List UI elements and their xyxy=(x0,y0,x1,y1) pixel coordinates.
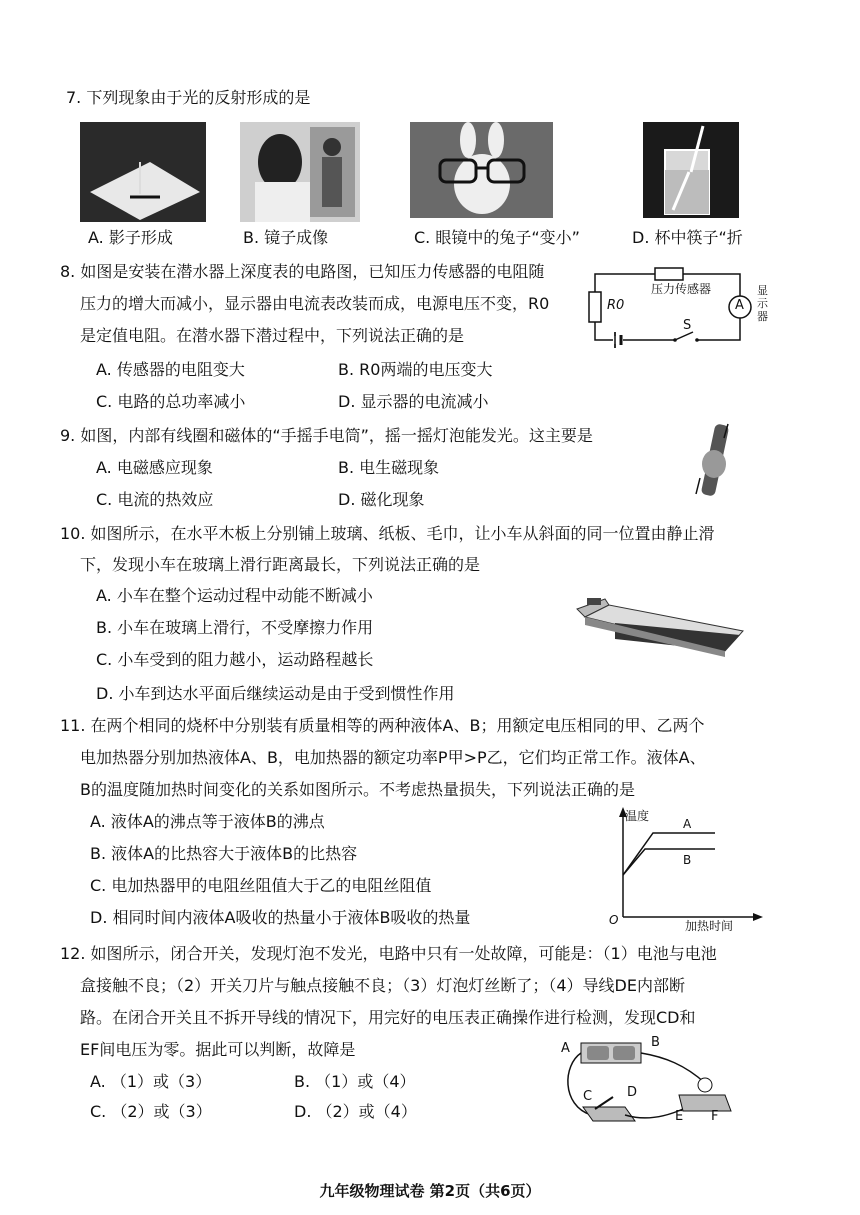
q12-label-f: F xyxy=(711,1109,719,1124)
q10-line-2: 下，发现小车在玻璃上滑行距离最长，下列说法正确的是 xyxy=(80,555,481,574)
q10-line-1: 10. 如图所示，在水平木板上分别铺上玻璃、纸板、毛巾，让小车从斜面的同一位置由静止滑 xyxy=(60,524,715,543)
q8-r0-label: R0 xyxy=(607,298,625,313)
q10-option-b: B. 小车在玻璃上滑行，不受摩擦力作用 xyxy=(96,618,374,637)
q9-flashlight-figure xyxy=(690,420,740,500)
q11-graph-xlabel: 加热时间 xyxy=(685,919,734,933)
q12-line-3: 路。在闭合开关且不拆开导线的情况下，用完好的电压表正确操作进行检测，发现CD和 xyxy=(80,1008,696,1027)
q11-line-2: 电加热器分别加热液体A、B，电加热器的额定功率P甲>P乙，它们均正常工作。液体A、 xyxy=(80,748,706,767)
q12-line-4: EF间电压为零。据此可以判断，故障是 xyxy=(80,1040,356,1059)
q11-option-c: C. 电加热器甲的电阻丝阻值大于乙的电阻丝阻值 xyxy=(90,876,432,895)
q8-option-c: C. 电路的总功率减小 xyxy=(96,392,246,411)
q11-graph-curve-a: A xyxy=(683,817,692,831)
q11-line-3: B的温度随加热时间变化的关系如图所示。不考虑热量损失，下列说法正确的是 xyxy=(80,780,635,799)
q11-graph-origin: O xyxy=(609,913,619,927)
q12-label-e: E xyxy=(675,1109,684,1124)
q8-line-1: 8. 如图是安装在潜水器上深度表的电路图，已知压力传感器的电阻随 xyxy=(60,262,545,281)
q9-option-d: D. 磁化现象 xyxy=(338,490,425,509)
q7-shadow-photo xyxy=(80,122,206,222)
q12-label-b: B xyxy=(651,1035,660,1050)
q11-option-a: A. 液体A的沸点等于液体B的沸点 xyxy=(90,812,325,831)
q9-stem: 9. 如图，内部有线圈和磁体的“手摇手电筒”，摇一摇灯泡能发光。这主要是 xyxy=(60,426,593,445)
q8-switch-label: S xyxy=(683,318,692,333)
q12-option-c: C. （2）或（3） xyxy=(90,1102,212,1121)
q8-sensor-label: 压力传感器 xyxy=(651,282,712,296)
q12-label-a: A xyxy=(561,1041,570,1056)
q11-graph-curve-b: B xyxy=(683,853,692,867)
q11-option-d: D. 相同时间内液体A吸收的热量小于液体B吸收的热量 xyxy=(90,908,471,927)
q8-line-2: 压力的增大而减小，显示器由电流表改装而成，电源电压不变，R0 xyxy=(80,294,550,313)
q9-option-c: C. 电流的热效应 xyxy=(96,490,214,509)
q11-line-1: 11. 在两个相同的烧杯中分别装有质量相等的两种液体A、B；用额定电压相同的甲、乙两个 xyxy=(60,716,705,735)
q8-circuit-diagram xyxy=(585,262,775,352)
q8-option-a: A. 传感器的电阻变大 xyxy=(96,360,245,379)
q11-graph-ylabel: 温度 xyxy=(625,809,650,823)
q7-chopstick-photo xyxy=(643,122,739,218)
q9-option-a: A. 电磁感应现象 xyxy=(96,458,213,477)
q8-option-d: D. 显示器的电流减小 xyxy=(338,392,489,411)
q8-ammeter-label: A xyxy=(735,298,744,313)
q10-option-d: D. 小车到达水平面后继续运动是由于受到惯性作用 xyxy=(96,684,455,703)
q11-option-b: B. 液体A的比热容大于液体B的比热容 xyxy=(90,844,358,863)
q10-ramp-figure xyxy=(575,595,745,665)
q8-display-label: 显示器 xyxy=(757,284,768,323)
q12-option-a: A. （1）或（3） xyxy=(90,1072,212,1091)
page-footer: 九年级物理试卷 第2页（共6页） xyxy=(319,1182,541,1200)
q7-option-a: A. 影子形成 xyxy=(88,228,173,247)
q12-option-b: B. （1）或（4） xyxy=(294,1072,416,1091)
q10-option-c: C. 小车受到的阻力越小，运动路程越长 xyxy=(96,650,374,669)
q7-option-c: C. 眼镜中的兔子“变小” xyxy=(414,228,580,247)
q12-line-1: 12. 如图所示，闭合开关，发现灯泡不发光，电路中只有一处故障，可能是：（1）电池与电池 xyxy=(60,944,717,963)
q12-label-d: D xyxy=(627,1085,638,1100)
q7-glasses-photo xyxy=(410,122,553,218)
q9-option-b: B. 电生磁现象 xyxy=(338,458,440,477)
q10-option-a: A. 小车在整个运动过程中动能不断减小 xyxy=(96,586,373,605)
q11-temperature-graph xyxy=(605,805,765,935)
q7-mirror-photo xyxy=(240,122,360,222)
q12-line-2: 盒接触不良；（2）开关刀片与触点接触不良；（3）灯泡灯丝断了；（4）导线DE内部断 xyxy=(80,976,685,995)
q7-option-b: B. 镜子成像 xyxy=(243,228,329,247)
q12-label-c: C xyxy=(583,1089,593,1104)
q12-option-d: D. （2）或（4） xyxy=(294,1102,417,1121)
q7-option-d: D. 杯中筷子“折 xyxy=(632,228,743,247)
q12-circuit-figure xyxy=(555,1035,735,1130)
q8-option-b: B. R0两端的电压变大 xyxy=(338,360,493,379)
q8-line-3: 是定值电阻。在潜水器下潜过程中，下列说法正确的是 xyxy=(80,326,465,345)
q7-stem: 7. 下列现象由于光的反射形成的是 xyxy=(66,88,311,107)
